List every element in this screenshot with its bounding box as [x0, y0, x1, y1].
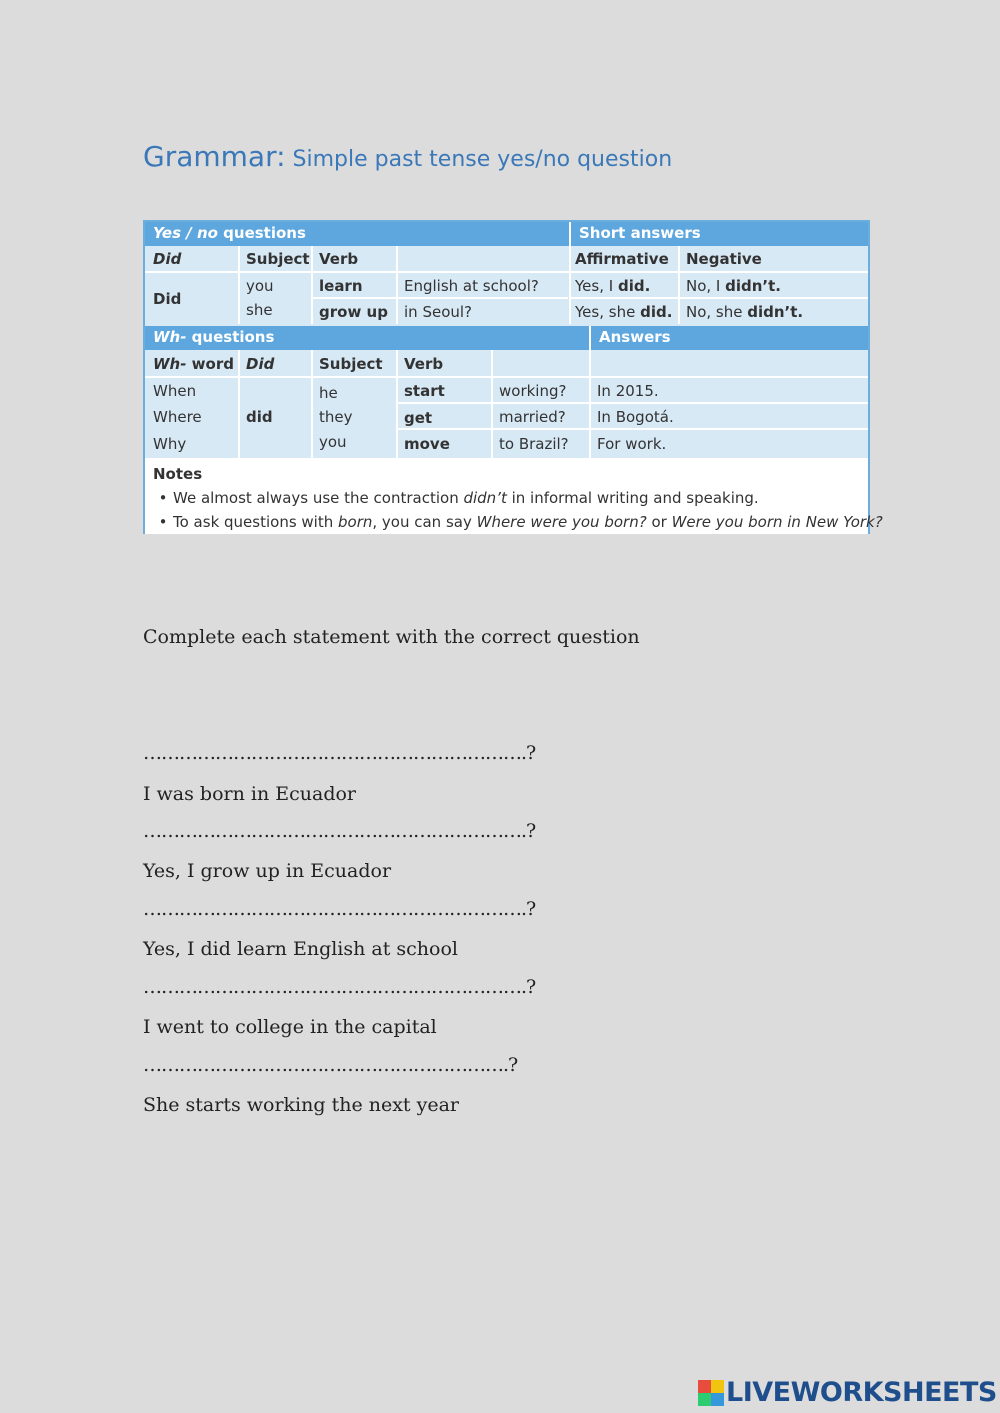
wh-header-italic: Wh- — [153, 328, 187, 346]
notes-heading: Notes — [153, 465, 203, 483]
col-verb: Verb — [319, 250, 359, 268]
logo-icon — [698, 1380, 724, 1406]
wh-row-3-rest: to Brazil? — [499, 435, 569, 453]
grid-line — [311, 246, 313, 324]
statement-2: Yes, I grow up in Ecuador — [143, 860, 392, 882]
yesno-row-2-negative — [686, 300, 803, 324]
wh-did-cell: did — [246, 408, 273, 426]
wh-row-1-rest: working? — [499, 382, 567, 400]
yesno-row-1-affirmative — [575, 274, 650, 298]
grid-line — [311, 350, 313, 458]
grid-line — [145, 376, 868, 378]
grid-line — [238, 350, 240, 458]
yesno-row-2-rest: in Seoul? — [404, 303, 473, 321]
answers-header: Answers — [591, 326, 868, 350]
note-italic: born — [338, 513, 373, 531]
yesno-row-2-verb: grow up — [319, 303, 388, 321]
did-cell: Did — [153, 290, 182, 308]
aff-bold: did. — [640, 303, 673, 321]
wh-col-did: Did — [246, 355, 275, 373]
note-text: To ask questions with — [173, 513, 338, 531]
grid-line — [145, 271, 868, 273]
wh-row-3-subject: you — [319, 433, 347, 451]
col-affirmative: Affirmative — [575, 250, 669, 268]
note-italic: Where were you born? — [476, 513, 647, 531]
answer-blank-1[interactable]: ……………………………………………………….? — [143, 742, 536, 764]
short-answers-header: Short answers — [571, 222, 868, 246]
wh-header-rest: questions — [186, 328, 275, 346]
wh-row-3-verb: move — [404, 435, 450, 453]
wh-row-2-verb: get — [404, 409, 433, 427]
note-text: in informal writing and speaking. — [506, 489, 759, 507]
yesno-row-1-negative — [686, 274, 781, 298]
grammar-reference-table — [143, 220, 883, 534]
grid-line — [396, 246, 398, 324]
wh-row-2-subject: they — [319, 408, 353, 426]
grid-line — [396, 350, 398, 458]
aff-text: Yes, I — [575, 277, 618, 295]
wh-row-3-word: Why — [153, 435, 187, 453]
note-italic: didn’t — [463, 489, 507, 507]
wh-row-2-word: Where — [153, 408, 202, 426]
note-text: We almost always use the contraction — [173, 489, 464, 507]
col-subject: Subject — [246, 250, 310, 268]
answer-blank-3[interactable]: ……………………………………………………….? — [143, 898, 536, 920]
yesno-header-italic: Yes / no — [153, 224, 218, 242]
instruction: Complete each statement with the correct question — [143, 626, 640, 648]
wh-row-1-subject: he — [319, 384, 338, 402]
yesno-row-2-subject: she — [246, 301, 273, 319]
answer-blank-5[interactable]: …………………………………………………….? — [143, 1054, 518, 1076]
grid-line — [238, 246, 240, 324]
grid-line — [396, 402, 868, 404]
yesno-header-rest: questions — [217, 224, 306, 242]
note-italic: Were you born in New York? — [671, 513, 883, 531]
liveworksheets-logo — [698, 1377, 997, 1408]
wh-row-2-answer: In Bogotá. — [597, 408, 674, 426]
title-sub: Simple past tense yes/no question — [285, 147, 673, 172]
neg-text: No, she — [686, 303, 748, 321]
wh-row-1-answer: In 2015. — [597, 382, 659, 400]
col-wh-word — [153, 352, 234, 376]
wh-row-1-verb: start — [404, 382, 445, 400]
statement-5: She starts working the next year — [143, 1094, 459, 1116]
grid-line — [396, 428, 868, 430]
page-title — [143, 140, 672, 173]
yesno-row-1-subject: you — [246, 277, 274, 295]
grid-line — [569, 222, 571, 324]
neg-text: No, I — [686, 277, 726, 295]
grid-line — [491, 350, 493, 458]
wh-header — [145, 326, 589, 350]
grid-line — [678, 246, 680, 324]
logo-text: LIVEWORKSHEETS — [726, 1377, 997, 1408]
bullet: • — [158, 489, 168, 507]
wh-col-subject: Subject — [319, 355, 383, 373]
bullet: • — [158, 513, 168, 531]
aff-text: Yes, she — [575, 303, 641, 321]
wh-row-2-rest: married? — [499, 408, 566, 426]
note-1 — [153, 486, 868, 510]
aff-bold: did. — [617, 277, 651, 295]
col-wh-italic: Wh- — [153, 355, 187, 373]
col-did: Did — [153, 250, 182, 268]
notes-box — [145, 458, 883, 534]
note-text: , you can say — [372, 513, 477, 531]
statement-4: I went to college in the capital — [143, 1016, 437, 1038]
wh-row-1-word: When — [153, 382, 197, 400]
grid-line — [312, 297, 568, 299]
wh-col-verb: Verb — [404, 355, 444, 373]
col-wh-rest: word — [186, 355, 234, 373]
title-main: Grammar: — [143, 140, 286, 173]
statement-1: I was born in Ecuador — [143, 783, 356, 805]
wh-row-3-answer: For work. — [597, 435, 667, 453]
neg-bold: didn’t. — [747, 303, 804, 321]
yesno-header — [145, 222, 569, 246]
grid-line — [571, 297, 868, 299]
answer-blank-2[interactable]: ……………………………………………………….? — [143, 820, 536, 842]
note-text: or — [646, 513, 672, 531]
yesno-row-2-affirmative — [575, 300, 672, 324]
neg-bold: didn’t. — [725, 277, 782, 295]
note-2 — [153, 510, 883, 534]
yesno-row-1-verb: learn — [319, 277, 363, 295]
grid-line — [589, 326, 591, 458]
yesno-row-1-rest: English at school? — [404, 277, 539, 295]
statement-3: Yes, I did learn English at school — [143, 938, 458, 960]
col-negative: Negative — [686, 250, 762, 268]
answer-blank-4[interactable]: ……………………………………………………….? — [143, 976, 536, 998]
